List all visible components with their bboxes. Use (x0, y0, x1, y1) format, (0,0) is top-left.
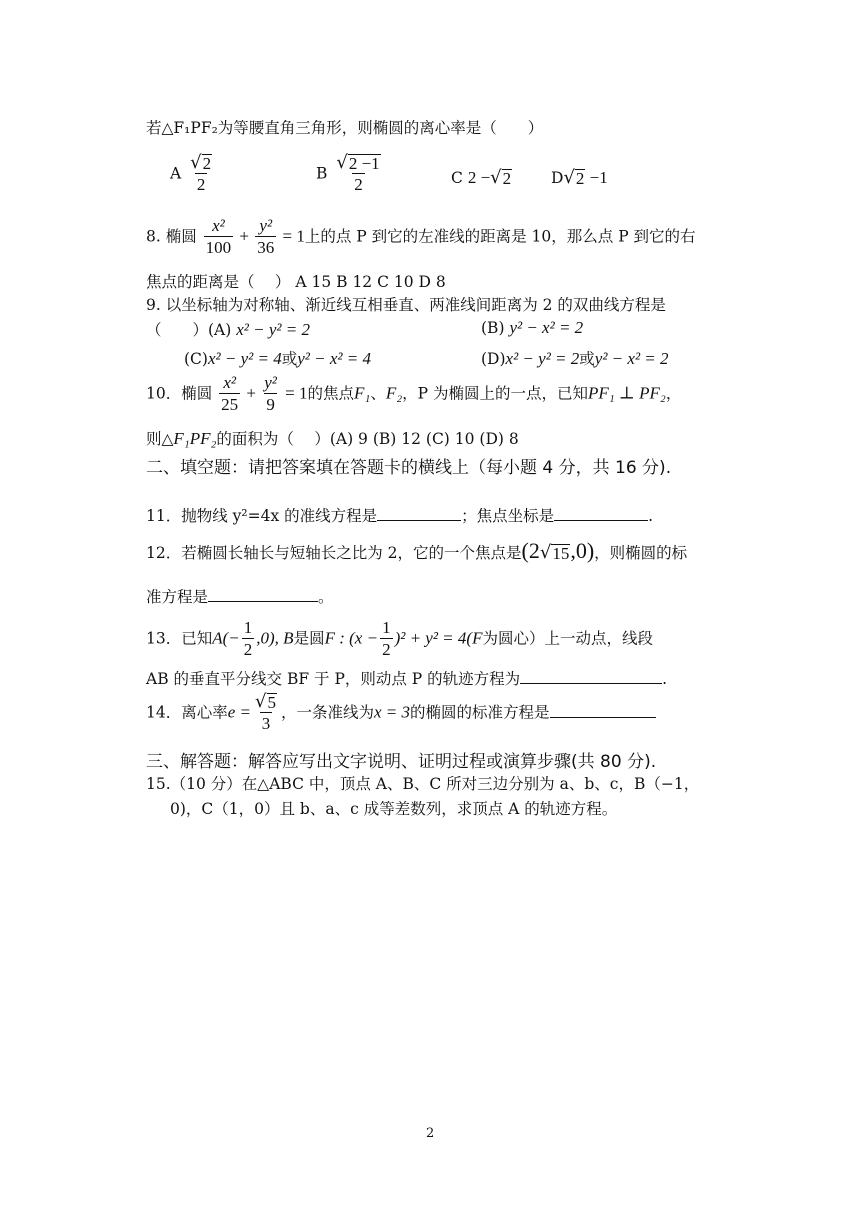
q12-line1: 12．若椭圆长轴长与短轴长之比为 2，它的一个焦点是(2 √ 15 ,0)，则椭圆的标 (146, 538, 688, 563)
q7-stem: 若△F₁PF₂为等腰直角三角形，则椭圆的离心率是（ ） (146, 119, 544, 137)
q8-y-fraction: $\frac{\text{y²}}{36}$ (257, 216, 275, 257)
q9-option-c[interactable]: (C)x² − y² = 4或y² − x² = 4 (184, 349, 371, 368)
page-number: 2 (426, 1126, 435, 1141)
q15-line2: 0)，C（1，0）且 b、a、c 成等差数列，求顶点 A 的轨迹方程。 (170, 800, 618, 818)
q15-line1: 15.（10 分）在△ABC 中，顶点 A、B、C 所对三边分别为 a、b、c，B（−1， (146, 775, 700, 793)
q10-y-fraction: $\frac{\text{y²}}{9}$ (264, 373, 277, 414)
q13-line2: AB 的垂直平分线交 BF 于 P，则动点 P 的轨迹方程为 . (146, 670, 668, 688)
q10-x-fraction: $\frac{\text{x²}}{25}$ (221, 373, 239, 414)
q12-line2: 准方程是 。 (146, 588, 334, 606)
q10-line1: 10．椭圆 $\frac{\text{x²}}{25}$ + $\frac{\text{y²}}{9}$ = 1的焦点F₁、F₂，P 为椭圆上的一点，已知PF₁ ⊥ PF₂， (146, 373, 682, 414)
q12-blank[interactable] (208, 587, 318, 602)
q9-line1: 9. 以坐标轴为对称轴、渐近线互相垂直、两准线间距离为 2 的双曲线方程是 (146, 296, 666, 314)
q11-line: 11．抛物线 y²=4x 的准线方程是 ；焦点坐标是 . (146, 507, 654, 525)
q9-option-a[interactable]: （ ）(A) x² − y² = 2 (146, 320, 310, 339)
q11-blank-focus[interactable] (554, 506, 648, 521)
q7-option-d[interactable]: D √ 2 −1 (551, 167, 608, 188)
q10-line2: 则△F₁PF₂的面积为（ ）(A) 9 (B) 12 (C) 10 (D) 8 (146, 429, 519, 448)
q9-option-b[interactable]: (B) y² − x² = 2 (481, 318, 584, 337)
q7-a-fraction: √ 2 2 (190, 152, 212, 194)
q9-option-d[interactable]: (D)x² − y² = 2或y² − x² = 2 (481, 349, 669, 368)
section-fill-blank-heading: 二、填空题：请把答案填在答题卡的横线上（每小题 4 分，共 16 分). (146, 458, 672, 478)
section-solution-heading: 三、解答题：解答应写出文字说明、证明过程或演算步骤(共 80 分). (146, 752, 657, 772)
q7-b-fraction: √ 2 −1 2 (336, 152, 380, 194)
q7-option-b[interactable]: B √ 2 −1 2 (316, 153, 385, 196)
q13-blank[interactable] (520, 669, 662, 684)
q7-option-c[interactable]: C 2 − √ 2 (451, 167, 512, 188)
q14-line: 14．离心率e = √ 5 3 ，一条准线为x = 3的椭圆的标准方程是 (146, 692, 656, 735)
q14-blank[interactable] (550, 703, 656, 718)
q11-blank-directrix[interactable] (377, 506, 461, 521)
q8-line1: 8. 椭圆 $\frac{\text{x²}}{100}$ + $\frac{\text{y²}}{36}$ = 1上的点 P 到它的左准线的距离是 10，那么点 P 到它的右 (146, 216, 696, 257)
q7-option-a[interactable]: A √ 2 2 (170, 153, 216, 196)
q8-x-fraction: $\frac{\text{x²}}{100}$ (205, 216, 232, 257)
q8-line2: 焦点的距离是（ ） A 15 B 12 C 10 D 8 (146, 273, 446, 291)
q13-line1: 13．已知A(− $\frac{1}{2}$ ,0), B是圆F : (x − $\frac{1}{2}$ )² + y² = 4(F为圆心）上一动点，线段 (146, 618, 653, 659)
